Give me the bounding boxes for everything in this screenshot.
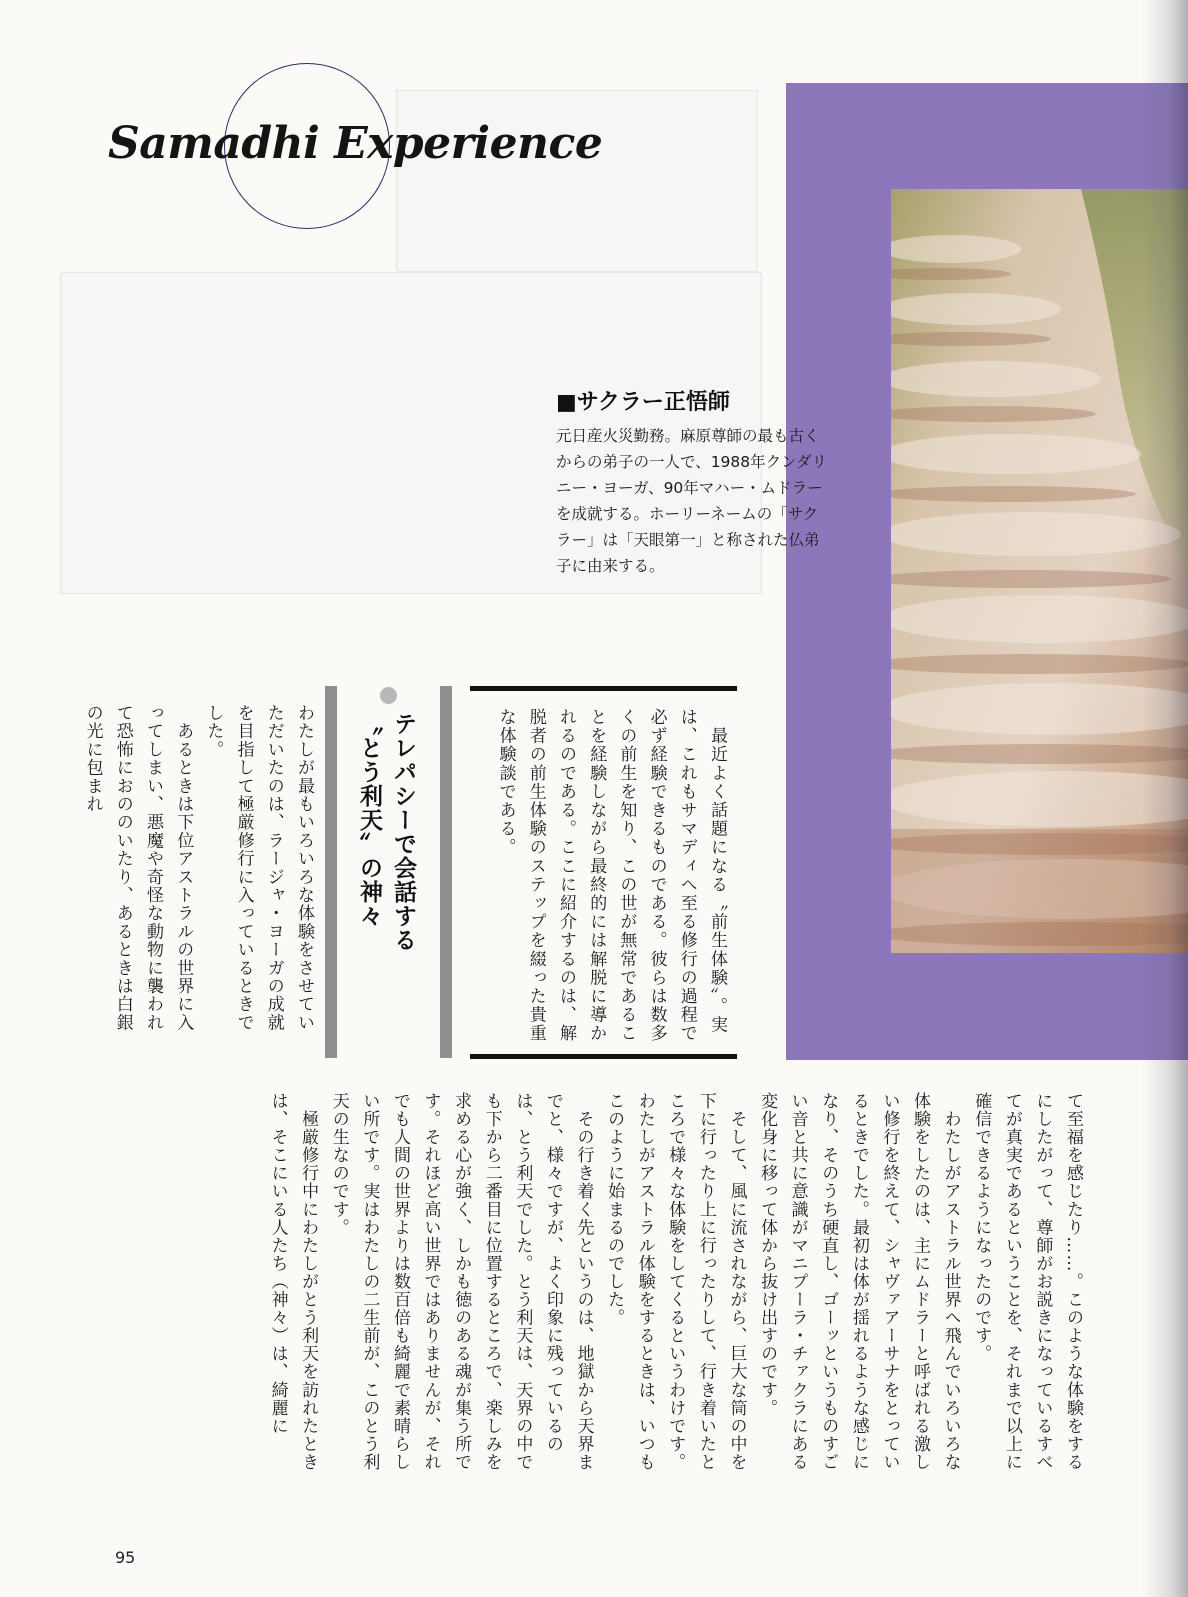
heading-line-1: テレパシーで会話する	[390, 712, 417, 952]
intro-text: 最近よく話題になる〝前生体験〟。実は、これもサマディへ至る修行の過程で必ず経験できるものである。彼らは数多くの前生を知り、この世が無常であることを経験しながら最終的には解脱に導かれるのである。ここに紹介するのは、解脱者の前生体験のステップを綴った貴重な体験談である。	[495, 708, 727, 1043]
page-title: Samadhi Experience	[108, 118, 603, 169]
heading-left-bar	[325, 686, 337, 1058]
caption-line: を成就する。ホーリーネームの「サク	[556, 505, 819, 523]
caption-line: 子に由来する。	[556, 557, 665, 575]
page-spine-shadow	[1142, 0, 1188, 1597]
heading-line-2: 〝とう利天〟の神々	[356, 712, 383, 928]
section-heading	[344, 712, 420, 1012]
heading-right-bar	[440, 686, 452, 1058]
heading-bullet-icon	[380, 687, 397, 704]
caption-line: 元日産火災勤務。麻原尊師の最も古く	[556, 427, 820, 445]
caption-line: ニー・ヨーガ、90年マハー・ムドラー	[556, 479, 823, 497]
intro-bottom-rule	[470, 1054, 737, 1059]
caption-line: ラー」は「天眼第一」と称された仏弟	[556, 531, 820, 549]
page-number: 95	[115, 1548, 136, 1567]
body-column-lower: て至福を感じたり……。このような体験をするにしたがって、尊師がお説きになっているすべてが真実であるということを、それまで以上に確信できるようになったのです。 わたしがアストラル世界へ飛んでいろいろな体験をしたのは、主にムドラーと呼ばれる激しい修行を終えて、シャヴァアーサナをとっているときでした。最初は体が揺れるような感じになり、そのうち硬直し、ゴーッというものすごい音と共に意識がマニプーラ・チァクラにある変化身に移って体から抜け出すのです。 そして、風に流されながら、巨大な筒の中を下に行ったり上に行ったりして、行き着いたところで様々な体験をしてくるというわけです。わたしがアストラル体験をするときは、いつもこのように始まるのでした。 その行き着く先というのは、地獄から天界までと、様々ですが、よく印象に残っているのは、とう利天でした。とう利天は、天界の中でも下から二番目に位置するところで、楽しみを求める心が強く、しかも徳のある魂が集う所です。それほど高い世界ではありませんが、それでも人間の世界よりは数百倍も綺麗で素晴らしい所です。実はわたしの二生前が、このとう利天の生なのです。 極厳修行中にわたしがとう利天を訪れたときは、そこにいる人たち（神々）は、綺麗に	[267, 1092, 1083, 1472]
caption-line: からの弟子の一人で、1988年クンダリ	[556, 453, 828, 471]
body-column-upper: わたしが最もいろいろな体験をさせていただいたのは、ラージャ・ヨーガの成就を目指して極厳修行に入っているときでした。 あるときは下位アストラルの世界に入ってしまい、悪魔や奇怪な動物に襲われて恐怖におののいたり、あるときは白銀の光に包まれ	[82, 704, 314, 1032]
caption-name: ■サクラー正悟師	[556, 390, 730, 415]
intro-top-rule	[470, 686, 737, 691]
caption-profile	[556, 423, 856, 579]
